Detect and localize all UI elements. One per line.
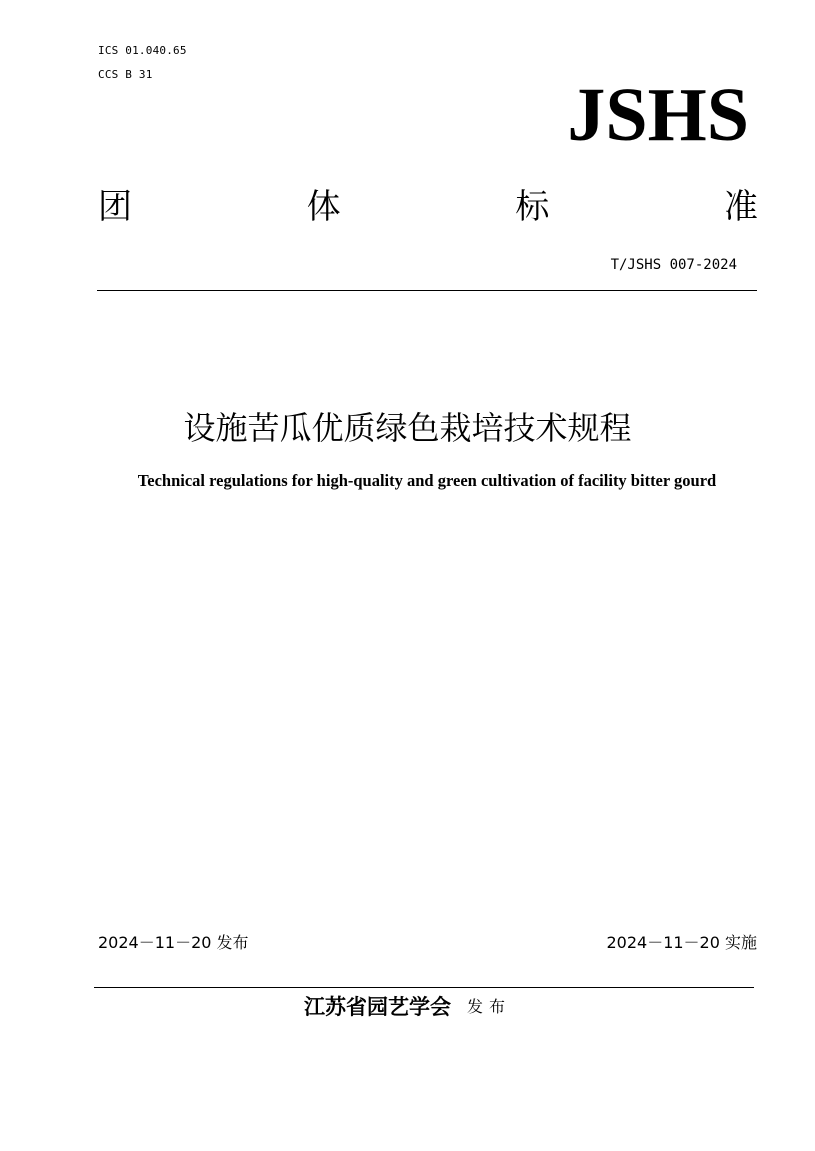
implementation-date: 2024－11－20 实施: [606, 933, 757, 952]
footer-divider: [94, 987, 754, 988]
standard-number: T/JSHS 007-2024: [610, 257, 737, 273]
standard-type-char: 标: [515, 187, 550, 227]
ics-code: ICS 01.040.65: [98, 44, 187, 57]
issuer-suffix: 发布: [466, 997, 511, 1016]
document-title-english: Technical regulations for high-quality and green cultivation of facility bitter gourd: [137, 471, 717, 490]
standard-type-heading: [98, 184, 758, 230]
standard-type-char: 团: [98, 187, 132, 227]
document-title-chinese: 设施苦瓜优质绿色栽培技术规程: [183, 409, 632, 447]
header-divider: [97, 290, 757, 291]
publication-date: 2024－11－20 发布: [98, 933, 249, 952]
issuer-name: 江苏省园艺学会: [303, 995, 451, 1019]
ccs-code: CCS B 31: [98, 68, 153, 81]
standard-type-char: 准: [723, 187, 758, 227]
issuer-line: [0, 992, 815, 1022]
standard-type-char: 体: [306, 187, 341, 227]
brand-logo-text: JSHS: [567, 73, 749, 157]
